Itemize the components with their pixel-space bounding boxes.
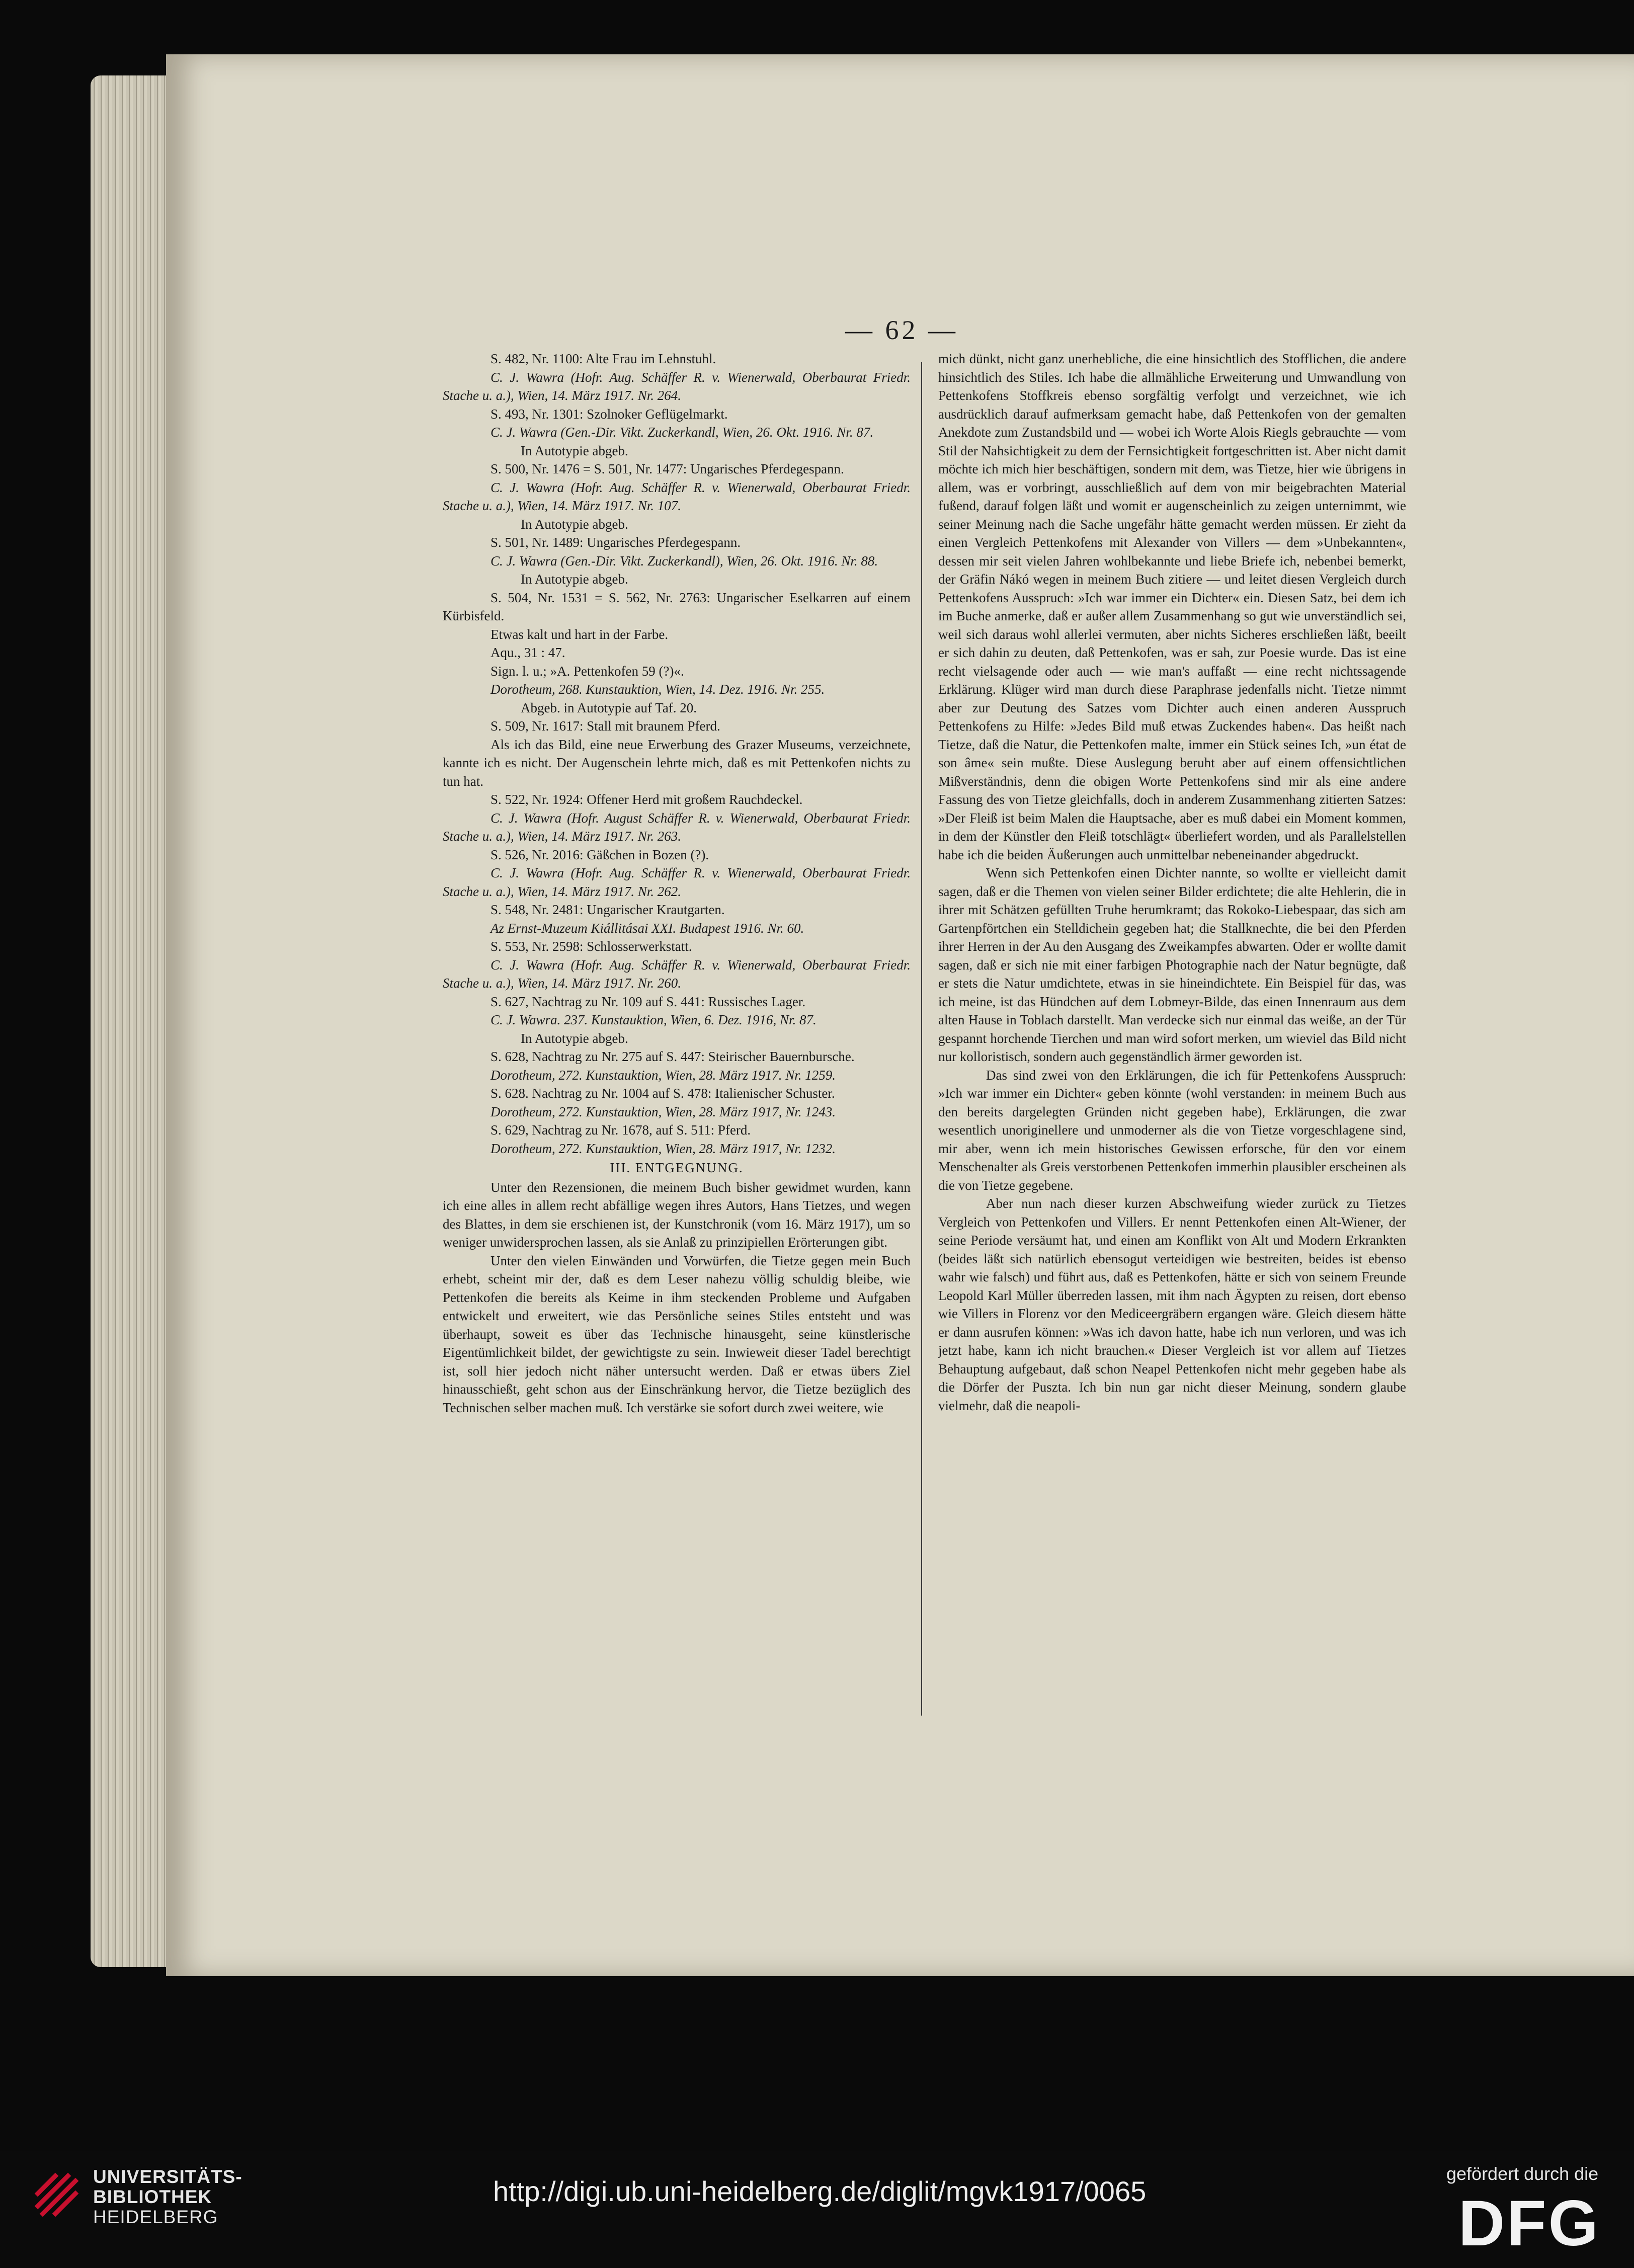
library-name-line: BIBLIOTHEK (93, 2186, 212, 2207)
catalog-reference: C. J. Wawra (Hofr. Aug. Schäffer R. v. Wienerwald, Oberbaurat Friedr. Stache u. a.), Wien, 14. März 1917. Nr. 264. (443, 369, 911, 403)
text-paragraph: mich dünkt, nicht ganz unerhebliche, die eine hinsichtlich des Stofflichen, die andere hinsichtlich des Stiles. Ich habe die allmähliche Erweiterung und Umwandlung von Pettenkofens Stoffkreis ebenso sorgfältig verfolgt und verzeichnet, wie ich ausdrücklich darauf aufmerksam gemacht habe, daß Pettenkofen von der gemalten Anekdote zum Zustandsbild und — wobei ich Worte Alois Riegls gebrauchte — vom Stil der Nahsichtigkeit zu dem der Fernsichtigkeit fortgeschritten ist. Aber nicht damit möchte ich mich hier beschäftigen, sondern mit dem, was Tietze, hier wie übrigens in allem, was er vorbringt, ausschließlich auf dem von mir beigebrachten Material fußend, darauf folgen läßt und womit er augenscheinlich zu zeigen unternimmt, wie seiner Meinung nach die Sache ungefähr hätte gemacht werden müssen. Er zieht da einen Vergleich Pettenkofens mit Alexander von Villers — dem »Unbekannten«, dessen mir seit vielen Jahren wohlbekannte und liebe Briefe ich, nebenbei bemerkt, der Gräfin Nákó wegen in meinem Buch zitiere — und leitet diesen Vergleich durch Pettenkofens Ausspruch: »Ich war immer ein Dichter« ein. Diesen Satz, bei dem ich im Buche anmerke, daß er außer allem Zusammenhang so gut wie unverständlich sei, weil sich daraus wohl allerlei vermuten, aber nichts Sicheres erschließen läßt, beeilt er sich dahin zu deuten, daß Pettenkofen, was er sah, zur Poesie wurde. Das ist eine recht vielsagende oder auch — wie man's auffaßt — eine recht nichtssagende Erklärung. Klüger wird man durch diese Paraphrase jedenfalls nicht. Tietze nimmt aber zur Deutung des Satzes vom Dichter auch einen anderen Ausspruch Pettenkofens zu Hilfe: »Jedes Bild muß etwas Zuckendes haben«. Das heißt nach Tietze, daß die Natur, die Pettenkofen malte, immer ein Stück seines Ich, »un état de son âme« sein mußte. Diese Auslegung beruht aber auf einem offensichtlichen Mißverständnis, denn die obigen Worte Pettenkofens sind mir als eine andere Fassung des von Tietze gleichfalls, doch in anderem Zusammenhang zitierten Satzes: »Der Fleiß ist beim Malen die Hauptsache, aber es muß dabei ein Moment kommen, in dem der Künstler den Fleiß totschlägt« überliefert worden, und als Parallelstellen habe ich die beiden Äußerungen auch unmittelbar nebeneinander abgedruckt. (938, 351, 1406, 862)
dfg-logo-text: DFG (1458, 2191, 1601, 2251)
text-paragraph: S. 629, Nachtrag zu Nr. 1678, auf S. 511: Pferd. (491, 1122, 751, 1138)
section-heading: III. ENTGEGNUNG. (610, 1160, 744, 1175)
catalog-reference: Dorotheum, 272. Kunstauktion, Wien, 28. März 1917, Nr. 1243. (491, 1104, 836, 1119)
catalog-reference: C. J. Wawra (Hofr. Aug. Schäffer R. v. Wienerwald, Oberbaurat Friedr. Stache u. a.), Wien, 14. März 1917. Nr. 107. (443, 479, 911, 513)
left-text-column (443, 350, 911, 1417)
text-paragraph: S. 627, Nachtrag zu Nr. 109 auf S. 441: Russisches Lager. (491, 994, 806, 1009)
column-divider (921, 362, 922, 1716)
university-library-logo-icon[interactable] (28, 2166, 88, 2226)
catalog-reference: C. J. Wawra (Hofr. August Schäffer R. v. Wienerwald, Oberbaurat Friedr. Stache u. a.), Wien, 14. März 1917. Nr. 263. (443, 810, 911, 844)
right-text-column (938, 350, 1406, 1415)
text-paragraph: Als ich das Bild, eine neue Erwerbung des Grazer Museums, verzeichnete, kannte ich es nicht. Der Augenschein lehrte mich, daß es mit Pettenkofen nichts zu tun hat. (443, 737, 911, 789)
text-paragraph: Etwas kalt und hart in der Farbe. (491, 626, 669, 642)
text-paragraph: Aqu., 31 : 47. (491, 645, 565, 660)
text-paragraph: S. 548, Nr. 2481: Ungarischer Krautgarten. (491, 902, 725, 917)
page-number: — 62 — (845, 315, 958, 345)
library-name-line: UNIVERSITÄTS- (93, 2166, 242, 2187)
library-name-line: HEIDELBERG (93, 2207, 218, 2227)
text-paragraph: S. 553, Nr. 2598: Schlosserwerkstatt. (491, 939, 692, 954)
text-paragraph: Abgeb. in Autotypie auf Taf. 20. (521, 700, 697, 715)
catalog-reference: C. J. Wawra. 237. Kunstauktion, Wien, 6. Dez. 1916, Nr. 87. (491, 1012, 816, 1027)
text-paragraph: Unter den Rezensionen, die meinem Buch bisher gewidmet wurden, kann ich eine alles in allem recht abfällige wegen ihres Autors, Hans Tietzes, und wegen des Blattes, in dem sie erschienen ist, der Kunstchronik (vom 16. März 1917), um so weniger unwidersprochen lassen, als sie Anlaß zu prinzipiellen Erörterungen gibt. (443, 1179, 911, 1250)
text-paragraph: Unter den vielen Einwänden und Vorwürfen, die Tietze gegen mein Buch erhebt, scheint mir der, daß es dem Leser nahezu völlig schuldig bleibe, wie Pettenkofen die bereits als Keime in ihm steckenden Probleme und Aufgaben entwickelt und erweitert, wie das Persönliche seines Stiles entsteht und was überhaupt, soweit es über das Technische hinausgeht, seine künstlerische Eigentümlichkeit bildet, der gewichtigste zu sein. Inwieweit dieser Tadel berechtigt ist, soll hier jedoch nicht näher untersucht werden. Daß er etwas übers Ziel hinausschießt, geht schon aus der Einschränkung hervor, die Tietze bezüglich des Technischen selber machen muß. Ich verstärke sie sofort durch zwei weitere, wie (443, 1253, 911, 1415)
text-paragraph: In Autotypie abgeb. (521, 516, 628, 532)
catalog-reference: C. J. Wawra (Gen.-Dir. Vikt. Zuckerkandl, Wien, 26. Okt. 1916. Nr. 87. (491, 425, 874, 440)
catalog-reference: Az Ernst-Muzeum Kiállitásai XXI. Budapest 1916. Nr. 60. (491, 920, 804, 936)
text-paragraph: S. 500, Nr. 1476 = S. 501, Nr. 1477: Ungarisches Pferdegespann. (491, 461, 844, 476)
text-paragraph: Wenn sich Pettenkofen einen Dichter nannte, so wollte er vielleicht damit sagen, daß er die Themen von vielen seiner Bilder erdichtete; die alte Hehlerin, die in ihrer mit Schätzen gefüllten Truhe herumkramt; das Rokoko-Liebespaar, das sich am Gartenpförtchen ein Stelldichein gegeben hat; die Stallknechte, die bei den Pferden ihrer Herren in der Au den Ausgang des Zweikampfes abwarten. Oder er wollte damit sagen, daß er sich nie mit einer farbigen Photographie nach der Natur begnügte, daß er stets die Natur umdichtete, etwas in sie hineindichtete. Ein Beispiel für das, was ich meine, ist das Hündchen auf dem Lobmeyr-Bilde, das einen Innenraum aus dem alten Hause in Toblach darstellt. Man verdecke sich nur einmal das weiße, an der Tür gespannt horchende Tierchen und man wird sofort merken, um wieviel das Bild nicht nur kolloristisch, sondern auch gegenständlich ärmer geworden ist. (938, 865, 1406, 1064)
dfg-logo-icon[interactable] (1454, 2191, 1605, 2251)
viewer-footer (0, 2151, 1634, 2268)
catalog-reference: C. J. Wawra (Hofr. Aug. Schäffer R. v. Wienerwald, Oberbaurat Friedr. Stache u. a.), Wien, 14. März 1917. Nr. 262. (443, 865, 911, 899)
text-paragraph: S. 501, Nr. 1489: Ungarisches Pferdegespann. (491, 535, 741, 550)
text-paragraph: S. 493, Nr. 1301: Szolnoker Geflügelmarkt. (491, 406, 728, 422)
text-paragraph: Sign. l. u.; »A. Pettenkofen 59 (?)«. (491, 663, 684, 679)
catalog-reference: C. J. Wawra (Gen.-Dir. Vikt. Zuckerkandl), Wien, 26. Okt. 1916. Nr. 88. (491, 553, 878, 569)
university-library-name[interactable] (93, 2167, 242, 2227)
text-paragraph: Aber nun nach dieser kurzen Abschweifung wieder zurück zu Tietzes Vergleich von Pettenkofen und Villers. Er nennt Pettenkofen einen Alt-Wiener, der seine Periode versäumt hat, und einen am Konflikt von Alt und Modern Erkrankten (beides läßt sich natürlich ebensogut verteidigen wie bestreiten, beides ist ebenso wahr wie falsch) und führt aus, daß es Pettenkofen, hätte er sich von seinem Freunde Leopold Karl Müller überreden lassen, mit ihm nach Ägypten zu reisen, dort ebenso wie Villers in Florenz vor den Mediceergräbern ergangen wäre. Gleich diesem hätte er dann ausrufen können: »Was ich davon hatte, habe ich nun verloren, und was ich jetzt habe, kann ich nicht brauchen.« Dieser Vergleich ist vor allem auf Tietzes Behauptung aufgebaut, daß schon Neapel Pettenkofen nicht mehr gegeben habe als die Dörfer der Puszta. Ich bin nun gar nicht dieser Meinung, sondern glaube vielmehr, daß die neapoli- (938, 1196, 1406, 1413)
text-paragraph: S. 628. Nachtrag zu Nr. 1004 auf S. 478: Italienischer Schuster. (491, 1086, 835, 1101)
permalink-url[interactable]: http://digi.ub.uni-heidelberg.de/diglit/mgvk1917/0065 (493, 2175, 1147, 2207)
text-paragraph: In Autotypie abgeb. (521, 443, 628, 458)
text-paragraph: In Autotypie abgeb. (521, 572, 628, 587)
funding-note: gefördert durch die (1446, 2163, 1599, 2184)
text-paragraph: S. 522, Nr. 1924: Offener Herd mit großem Rauchdeckel. (491, 792, 803, 807)
text-paragraph: Das sind zwei von den Erklärungen, die ich für Pettenkofens Ausspruch: »Ich war immer ein Dichter« geben könnte (wohl verstanden: in meinem Buch aus den bereits dargelegten Gründen nicht gegeben habe), Erklärungen, die zwar wesentlich unoriginellere und unmoderner als die von Tietze vorgeschlagene sind, mir aber, wenn ich mein historisches Gewissen erforsche, für den vor einem Menschenalter als Greis verstorbenen Pettenkofen immerhin plausibler erscheinen als die von Tietze gegebene. (938, 1067, 1406, 1193)
text-paragraph: S. 482, Nr. 1100: Alte Frau im Lehnstuhl. (491, 351, 716, 366)
catalog-reference: Dorotheum, 268. Kunstauktion, Wien, 14. Dez. 1916. Nr. 255. (491, 682, 825, 697)
text-paragraph: S. 628, Nachtrag zu Nr. 275 auf S. 447: Steirischer Bauernbursche. (491, 1049, 855, 1064)
catalog-reference: C. J. Wawra (Hofr. Aug. Schäffer R. v. Wienerwald, Oberbaurat Friedr. Stache u. a.), Wien, 14. März 1917. Nr. 260. (443, 957, 911, 991)
text-paragraph: In Autotypie abgeb. (521, 1030, 628, 1046)
text-paragraph: S. 504, Nr. 1531 = S. 562, Nr. 2763: Ungarischer Eselkarren auf einem Kürbisfeld. (443, 590, 911, 623)
text-paragraph: S. 509, Nr. 1617: Stall mit braunem Pferd. (491, 718, 720, 734)
catalog-reference: Dorotheum, 272. Kunstauktion, Wien, 28. März 1917, Nr. 1232. (491, 1141, 836, 1156)
catalog-reference: Dorotheum, 272. Kunstauktion, Wien, 28. März 1917. Nr. 1259. (491, 1067, 836, 1083)
text-paragraph: S. 526, Nr. 2016: Gäßchen in Bozen (?). (491, 847, 709, 862)
